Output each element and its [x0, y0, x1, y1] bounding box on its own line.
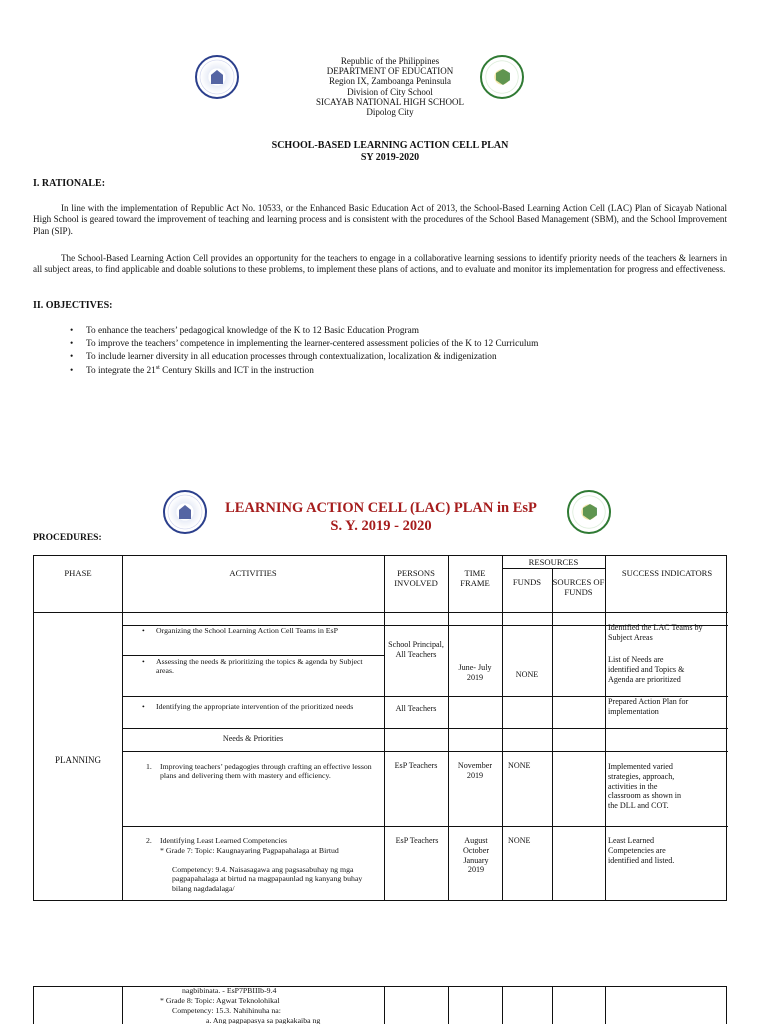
rationale-paragraph-1: In line with the implementation of Republic Act No. 10533, or the Enhanced Basic Education Act of 2013, the School-Based Learning Action Cell (LAC) Plan of Sicayab National High School is geared toward the improvement of teaching and learning process and is consistent with the procedures of the School Based Management (SBM), and the School Improvement Plan (SIP). [33, 203, 727, 236]
table-divider [552, 568, 553, 900]
activity-identifying-intervention [142, 702, 378, 711]
time-row-5: August October January 2019 [462, 836, 490, 875]
success-row-3: Prepared Action Plan for implementation [608, 697, 689, 716]
objective-text: To integrate the 21 [86, 365, 156, 376]
table-divider [605, 987, 606, 1024]
table-divider [122, 987, 123, 1024]
table-divider [502, 568, 605, 569]
item-number: 1. [146, 762, 152, 771]
objective-item: • To improve the teachers’ competence in implementing the learner-centered assessment policies of the K to 12 Curriculum [70, 338, 730, 351]
objective-text: Century Skills and ICT in the instruction [159, 365, 314, 376]
objectives-heading: II. OBJECTIVES: [33, 300, 113, 311]
lac-plan-title [0, 500, 762, 535]
activity-text: Identifying Least Learned Competencies [160, 836, 288, 845]
persons-row-4: EsP Teachers [394, 761, 438, 770]
persons-row-5: EsP Teachers [395, 836, 439, 845]
letterhead-line: Division of City School [347, 86, 433, 97]
objective-item [70, 365, 730, 378]
objective-item: • To enhance the teachers’ pedagogical knowledge of the K to 12 Basic Education Program [70, 325, 730, 338]
needs-priorities-label: Needs & Priorities [222, 734, 284, 743]
activity-text: Identifying the appropriate intervention of the prioritized needs [156, 702, 354, 711]
phase-planning: PLANNING [55, 755, 101, 765]
header-resources: RESOURCES [528, 557, 579, 567]
rationale-paragraph-2: The School-Based Learning Action Cell provides an opportunity for the teachers to engage in a collaborative learning sessions to identify priority needs of the teachers & learners in all subject areas, to find applicable and doable solutions to these problems, to implement these plans of actions, and to evaluate and monitor its implementation for progress and effectiveness. [33, 253, 727, 275]
persons-row-3: All Teachers [395, 704, 437, 713]
document-title [0, 140, 768, 163]
objective-superscript: st [155, 364, 160, 371]
letterhead-line: SICAYAB NATIONAL HIGH SCHOOL [315, 96, 465, 107]
lac-plan-title-line: LEARNING ACTION CELL (LAC) PLAN in EsP [225, 500, 537, 516]
letterhead-line: DEPARTMENT OF EDUCATION [326, 66, 454, 77]
procedures-label: PROCEDURES: [33, 533, 102, 543]
grade-7-competency: Competency: 9.4. Naisasagawa ang pagsasabuhay ng mga pagpapahalaga at birtud na magpapaunlad ng kanyang buhay bilang nagdadalaga/ [172, 865, 363, 893]
lac-plan-table-continued [33, 986, 727, 1024]
success-row-4: Implemented varied strategies, approach, activities in the classroom as shown in the DLL and COT. [608, 762, 682, 811]
bullet-icon: • [142, 702, 145, 711]
activity-text: Organizing the School Learning Action Cell Teams in EsP [156, 626, 338, 635]
table-divider [122, 728, 728, 729]
success-row-1: Identified the LAC Teams by Subject Areas [608, 623, 703, 642]
table-divider [502, 987, 503, 1024]
objective-item: • To include learner diversity in all education processes through contextualization, localization & indigenization [70, 351, 730, 364]
grade-8-sub-item: a. Ang pagpapasya sa pagkakaiba ng [206, 1016, 321, 1024]
activity-improving-pedagogies [146, 762, 382, 781]
time-row-4: November 2019 [457, 761, 493, 780]
table-divider [34, 612, 728, 613]
activity-text: Improving teachers’ pedagogies through crafting an effective lesson plans and delivering them with mastery and efficiency. [160, 762, 372, 781]
table-divider [552, 987, 553, 1024]
table-divider [384, 987, 385, 1024]
document-title-line: SCHOOL-BASED LEARNING ACTION CELL PLAN [271, 140, 509, 151]
activity-least-learned [146, 836, 382, 845]
rationale-heading: I. RATIONALE: [33, 178, 106, 189]
letterhead-line: Region IX, Zamboanga Peninsula [329, 76, 451, 87]
item-number: 2. [146, 836, 152, 845]
objectives-list [70, 325, 730, 378]
header-time-frame: TIME FRAME [460, 568, 490, 588]
success-row-2: List of Needs are identified and Topics & Agenda are prioritized [608, 655, 685, 684]
header-sources-of-funds: SOURCES OF FUNDS [552, 577, 605, 597]
time-rows-1-2: June- July 2019 [458, 663, 492, 682]
lac-plan-school-year: S. Y. 2019 - 2020 [330, 517, 432, 534]
letterhead-line: Republic of the Philippines [340, 56, 440, 66]
activity-text: Assessing the needs & prioritizing the topics & agenda by Subject areas. [156, 657, 363, 676]
bullet-icon: • [142, 657, 145, 666]
document-title-year: SY 2019-2020 [360, 151, 420, 163]
grade-8-topic: * Grade 8: Topic: Agwat Teknolohikal [160, 996, 280, 1005]
lac-plan-table [33, 555, 727, 901]
activity-organizing [142, 626, 378, 635]
table-divider [448, 987, 449, 1024]
funds-row-4: NONE [508, 761, 531, 770]
table-divider [122, 751, 728, 752]
header-funds: FUNDS [512, 577, 542, 587]
header-success-indicators: SUCCESS INDICATORS [621, 568, 713, 578]
table-divider [122, 655, 384, 656]
header-phase: PHASE [64, 568, 92, 578]
table-divider [122, 826, 728, 827]
bullet-icon: • [142, 626, 145, 635]
letterhead [0, 56, 768, 117]
grade-8-competency: Competency: 15.3. Nahihinuha na: [172, 1006, 281, 1015]
success-row-5: Least Learned Competencies are identified and listed. [608, 836, 675, 865]
letterhead-line: Dipolog City [366, 107, 414, 118]
funds-rows-1-2: NONE [515, 670, 539, 679]
persons-rows-1-2: School Principal, All Teachers [388, 640, 444, 659]
header-activities: ACTIVITIES [229, 568, 277, 578]
funds-row-5: NONE [508, 836, 531, 845]
header-persons-involved: PERSONS INVOLVED [394, 568, 438, 588]
grade-7-topic: * Grade 7: Topic: Kaugnayaring Pagpapahalaga at Birtud [160, 846, 339, 855]
grade-7-code: nagbibinata. - EsP7PBIIIb-9.4 [182, 986, 277, 995]
activity-assessing [142, 657, 378, 676]
